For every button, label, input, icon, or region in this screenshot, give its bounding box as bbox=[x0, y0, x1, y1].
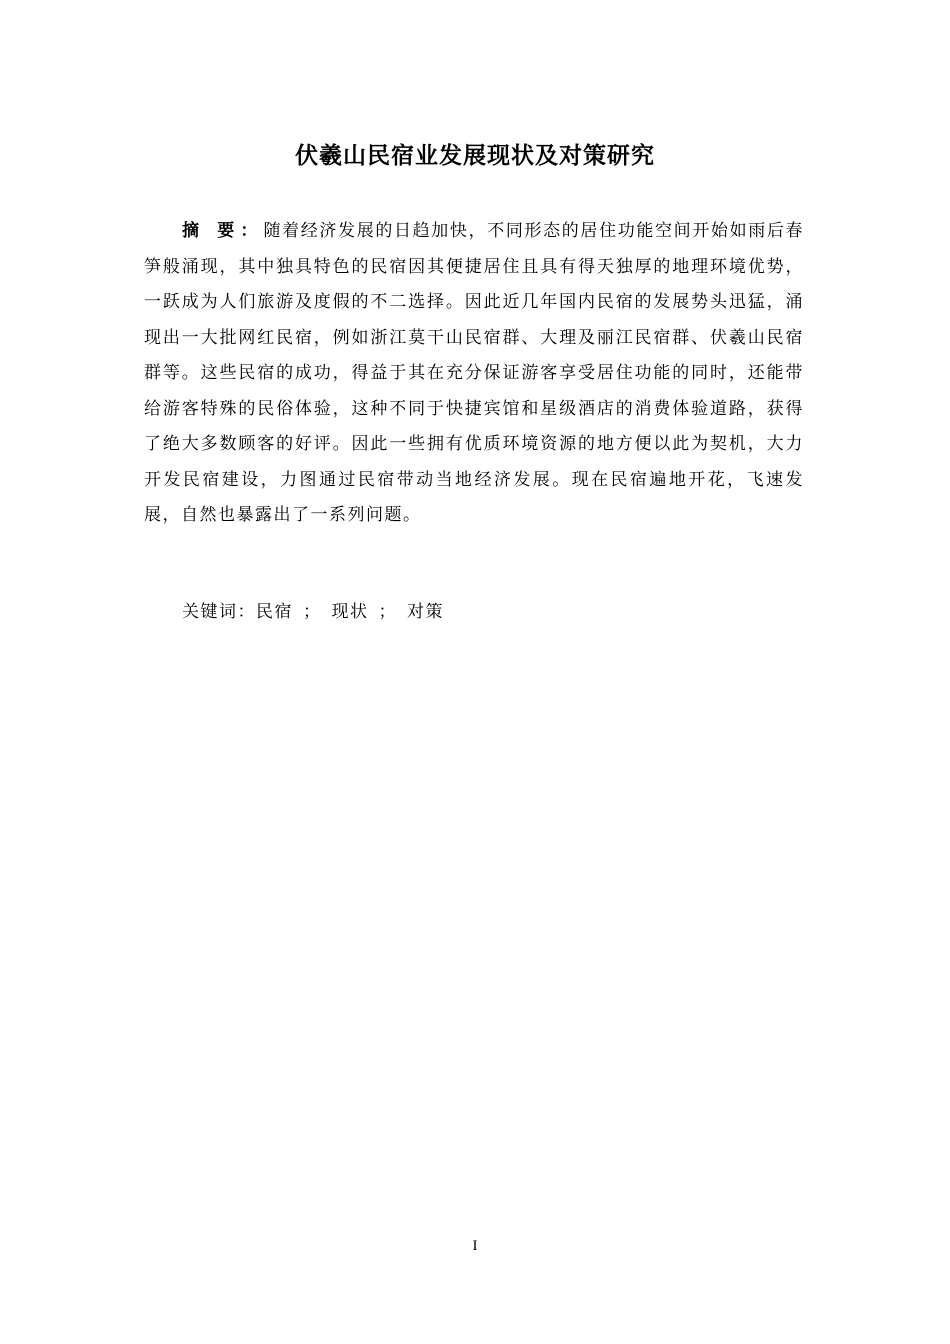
abstract-label: 摘 要： bbox=[182, 221, 264, 241]
keywords-label: 关键词： bbox=[182, 602, 256, 622]
keywords-line bbox=[182, 598, 444, 626]
abstract-text: 随着经济发展的日趋加快，不同形态的居住功能空间开始如雨后春笋般涌现，其中独具特色的民宿因其便捷居住且具有得天独厚的地理环境优势，一跃成为人们旅游及度假的不二选择。因此近几年国内民宿的发展势头迅猛，涌现出一大批网红民宿，例如浙江莫干山民宿群、大理及丽江民宿群、伏羲山民宿群等。这些民宿的成功，得益于其在充分保证游客享受居住功能的同时，还能带给游客特殊的民俗体验，这种不同于快捷宾馆和星级酒店的消费体验道路，获得了绝大多数顾客的好评。因此一些拥有优质环境资源的地方便以此为契机，大力开发民宿建设，力图通过民宿带动当地经济发展。现在民宿遍地开花，飞速发展，自然也暴露出了一系列问题。 bbox=[144, 221, 805, 525]
keyword-separator: ； bbox=[378, 602, 397, 622]
document-title: 伏羲山民宿业发展现状及对策研究 bbox=[295, 143, 655, 169]
keyword-item: 对策 bbox=[407, 602, 444, 622]
keyword-item: 民宿 bbox=[256, 602, 293, 622]
keyword-item: 现状 bbox=[331, 602, 369, 622]
keyword-separator: ； bbox=[303, 602, 322, 622]
abstract-paragraph bbox=[144, 214, 804, 534]
page-number: I bbox=[472, 1238, 478, 1254]
